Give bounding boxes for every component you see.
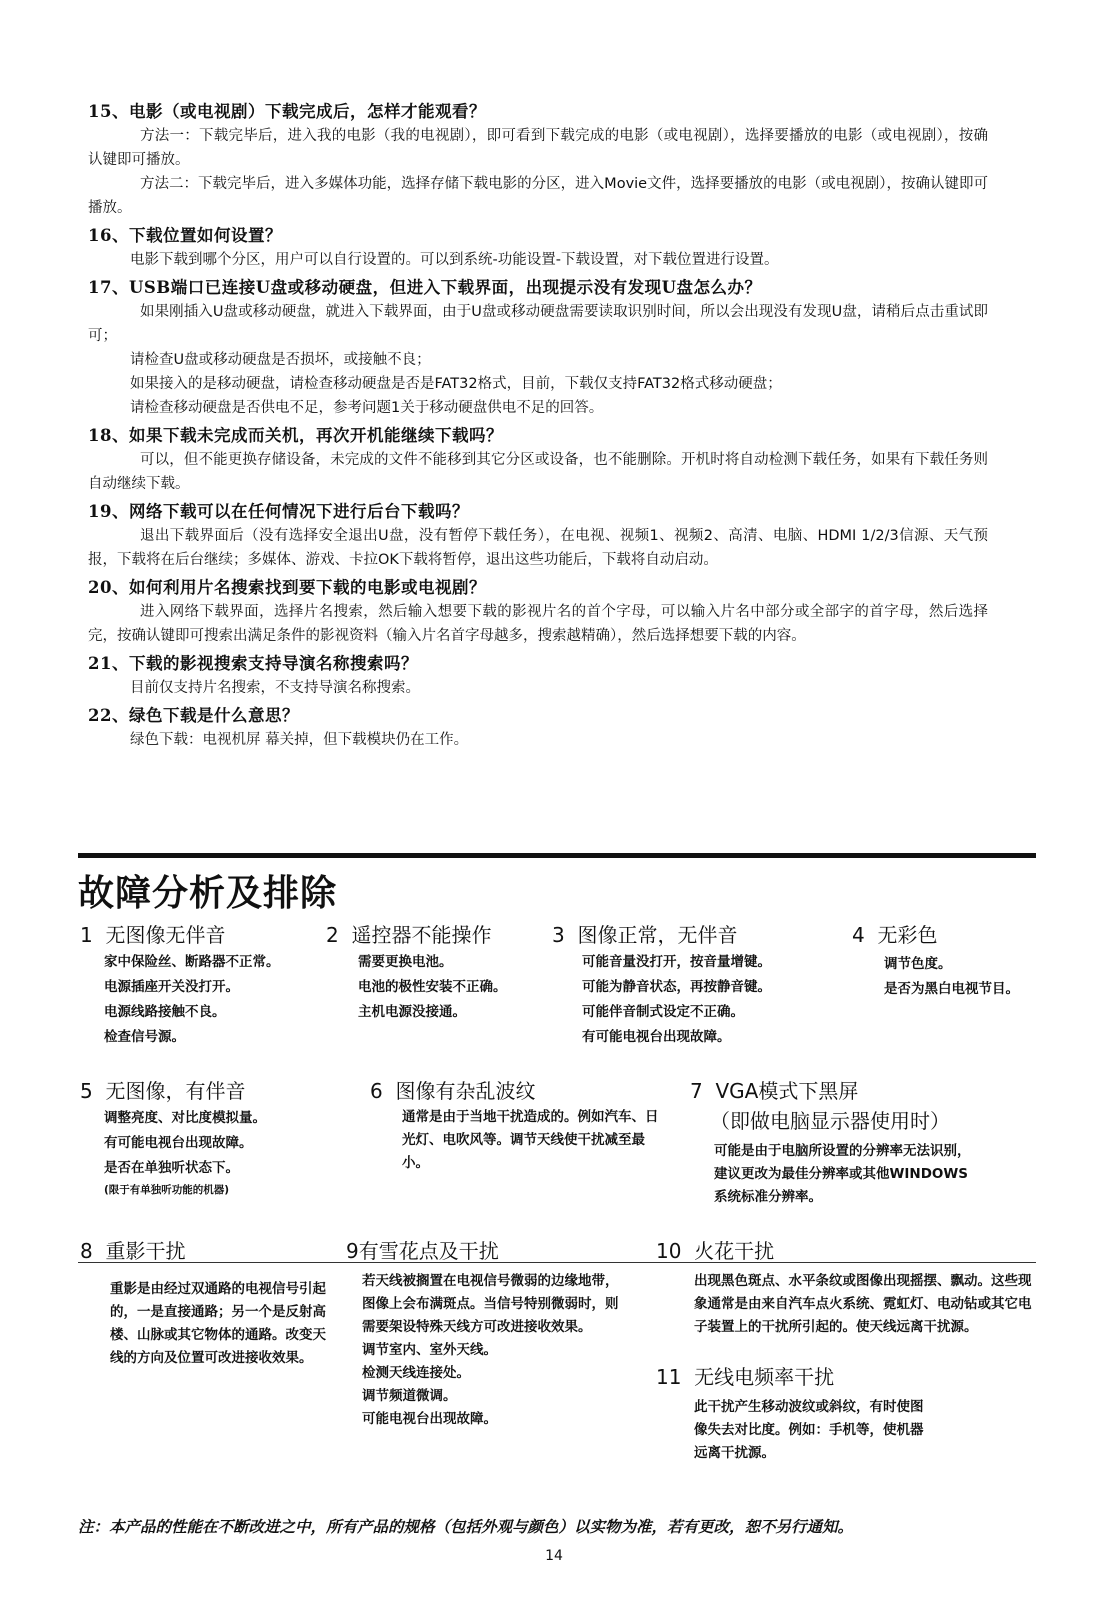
faq-question: 18、如果下载未完成而关机，再次开机能继续下载吗？ [88, 426, 503, 445]
box-title: 无图像无伴音 [105, 923, 226, 947]
faq-section [88, 100, 988, 752]
box-paragraph: 通常是由于当地干扰造成的。例如汽车、日光灯、电吹风等。调节天线使干扰减至最小。 [402, 1109, 659, 1171]
box-heading [552, 920, 812, 950]
box-line: 检测天线连接处。 [362, 1365, 470, 1381]
box-title: 遥控器不能操作 [351, 923, 492, 947]
box-line: 可能电视台出现故障。 [362, 1411, 497, 1427]
box-number: 2 [326, 923, 339, 947]
box-number: 9 [346, 1239, 359, 1263]
faq-answer: 可以，但不能更换存储设备，未完成的文件不能移到其它分区或设备，也不能删除。开机时将自动检测下载任务，如果有下载任务则自动继续下载。 [88, 452, 988, 492]
box-heading [80, 1236, 340, 1266]
box-paragraph: 可能是由于电脑所设置的分辨率无法识别，建议更改为最佳分辨率或其他WINDOWS系统标准分辨率。 [714, 1143, 971, 1205]
box-paragraph: 若天线被搁置在电视信号微弱的边缘地带，图像上会布满斑点。当信号特别微弱时，则需要架设特殊天线方可改进接收效果。 [362, 1273, 619, 1335]
faq-answer: 目前仅支持片名搜索，不支持导演名称搜索。 [130, 680, 420, 696]
box-number: 5 [80, 1079, 93, 1103]
faq-question: 20、如何利用片名搜索找到要下载的电影或电视剧？ [88, 578, 486, 597]
box-title: 图像正常，无伴音 [577, 923, 738, 947]
faq-answer: 如果刚插入U盘或移动硬盘，就进入下载界面，由于U盘或移动硬盘需要读取识别时间，所以会出现没有发现U盘，请稍后点击重试即可； [88, 304, 988, 344]
box-heading [326, 920, 546, 950]
box-number: 1 [80, 923, 93, 947]
box-title: 图像有杂乱波纹 [395, 1079, 536, 1103]
box-title: VGA模式下黑屏 [715, 1079, 859, 1103]
faq-answer: 绿色下载：电视机屏 幕关掉，但下载模块仍在工作。 [130, 732, 469, 748]
box-heading [656, 1362, 1036, 1392]
faq-question: 16、下载位置如何设置？ [88, 226, 282, 245]
trouble-box-9 [346, 1236, 636, 1431]
box-line: 有可能电视台出现故障。 [104, 1135, 253, 1151]
box-line: 电池的极性安装不正确。 [358, 979, 507, 995]
box-title: 无图像，有伴音 [105, 1079, 246, 1103]
box-title: 重影干扰 [105, 1239, 186, 1263]
faq-question: 15、电影（或电视剧）下载完成后，怎样才能观看？ [88, 102, 486, 121]
box-line: 调节室内、室外天线。 [362, 1342, 497, 1358]
box-heading [370, 1076, 660, 1106]
box-title: 有雪花点及干扰 [358, 1239, 499, 1263]
faq-answer: 如果接入的是移动硬盘，请检查移动硬盘是否是FAT32格式，目前，下载仅支持FAT32格式移动硬盘； [130, 376, 782, 392]
box-line: 主机电源没接通。 [358, 1004, 466, 1020]
trouble-box-6 [370, 1076, 660, 1175]
faq-answer: 请检查移动硬盘是否供电不足，参考问题1关于移动硬盘供电不足的回答。 [130, 400, 604, 416]
box-heading [80, 920, 310, 950]
trouble-box-8 [80, 1236, 340, 1370]
trouble-box-5 [80, 1076, 340, 1199]
trouble-box-4 [852, 920, 1032, 1002]
box-line: 需要更换电池。 [358, 954, 453, 970]
box-footnote: (限于有单独听功能的机器) [104, 1184, 230, 1196]
trouble-box-11 [656, 1362, 1036, 1465]
box-paragraph: 出现黑色斑点、水平条纹或图像出现摇摆、飘动。这些现象通常是由来自汽车点火系统、霓虹灯、电动钻或其它电子装置上的干扰所引起的。使天线远离干扰源。 [694, 1273, 1032, 1335]
box-line: 调节频道微调。 [362, 1388, 457, 1404]
box-number: 6 [370, 1079, 383, 1103]
box-title: 无线电频率干扰 [694, 1365, 835, 1389]
faq-question: 22、绿色下载是什么意思？ [88, 706, 299, 725]
trouble-box-10 [656, 1236, 1036, 1339]
box-line: 是否在单独听状态下。 [104, 1160, 239, 1176]
faq-answer: 退出下载界面后（没有选择安全退出U盘，没有暂停下载任务），在电视、视频1、视频2、高清、电脑、HDMI 1/2/3信源、天气预报，下载将在后台继续；多媒体、游戏、卡拉OK下载将暂停，退出这些功能后，下载将自动启动。 [88, 528, 988, 568]
page-number: 14 [545, 1548, 563, 1564]
box-line: 电源插座开关没打开。 [104, 979, 239, 995]
section-title: 故障分析及排除 [78, 873, 338, 914]
box-heading [690, 1076, 990, 1106]
box-heading [852, 920, 1032, 950]
box-paragraph: 此干扰产生移动波纹或斜纹，有时使图像失去对比度。例如：手机等，使机器远离干扰源。 [694, 1399, 924, 1461]
box-subtitle: （即做电脑显示器使用时） [710, 1109, 950, 1133]
faq-question: 19、网络下载可以在任何情况下进行后台下载吗？ [88, 502, 469, 521]
box-heading [80, 1076, 340, 1106]
box-number: 10 [656, 1239, 682, 1263]
faq-answer: 方法一：下载完毕后，进入我的电影（我的电视剧），即可看到下载完成的电影（或电视剧），选择要播放的电影（或电视剧），按确认键即可播放。 [88, 128, 988, 168]
box-paragraph: 重影是由经过双通路的电视信号引起的，一是直接通路；另一个是反射高楼、山脉或其它物体的通路。改变天线的方向及位置可改进接收效果。 [110, 1281, 326, 1366]
box-title: 无彩色 [877, 923, 938, 947]
box-number: 7 [690, 1079, 703, 1103]
faq-answer: 电影下载到哪个分区，用户可以自行设置的。可以到系统-功能设置-下载设置，对下载位置进行设置。 [130, 252, 779, 268]
trouble-box-3 [552, 920, 812, 1050]
box-number: 8 [80, 1239, 93, 1263]
faq-answer: 请检查U盘或移动硬盘是否损坏，或接触不良； [130, 352, 431, 368]
box-title: 火花干扰 [694, 1239, 775, 1263]
trouble-box-2 [326, 920, 546, 1025]
box-line: 是否为黑白电视节目。 [884, 981, 1019, 997]
trouble-box-1 [80, 920, 310, 1050]
box-line: 电源线路接触不良。 [104, 1004, 226, 1020]
box-line: 调节色度。 [884, 956, 952, 972]
box-number: 3 [552, 923, 565, 947]
box-line: 检查信号源。 [104, 1029, 185, 1045]
box-line: 可能伴音制式设定不正确。 [582, 1004, 744, 1020]
box-line: 可能音量没打开，按音量增键。 [582, 954, 771, 970]
trouble-box-7 [690, 1076, 990, 1209]
box-heading [346, 1236, 636, 1266]
footnote: 注：本产品的性能在不断改进之中，所有产品的规格（包括外观与颜色）以实物为准，若有更改，恕不另行通知。 [78, 1517, 854, 1536]
box-line: 调整亮度、对比度模拟量。 [104, 1110, 266, 1126]
section-rule [78, 853, 1036, 858]
box-line: 可能为静音状态，再按静音键。 [582, 979, 771, 995]
box-heading [656, 1236, 1036, 1266]
faq-answer: 方法二：下载完毕后，进入多媒体功能，选择存储下载电影的分区，进入Movie文件，选择要播放的电影（或电视剧），按确认键即可播放。 [88, 176, 988, 216]
box-number: 4 [852, 923, 865, 947]
faq-question: 17、USB端口已连接U盘或移动硬盘，但进入下载界面，出现提示没有发现U盘怎么办？ [88, 278, 762, 297]
faq-answer: 进入网络下载界面，选择片名搜索，然后输入想要下载的影视片名的首个字母，可以输入片名中部分或全部字的首字母，然后选择完，按确认键即可搜索出满足条件的影视资料（输入片名首字母越多，搜索越精确），然后选择想要下载的内容。 [88, 604, 988, 644]
faq-question: 21、下载的影视搜索支持导演名称搜索吗？ [88, 654, 418, 673]
box-line: 家中保险丝、断路器不正常。 [104, 954, 280, 970]
box-number: 11 [656, 1365, 682, 1389]
box-line: 有可能电视台出现故障。 [582, 1029, 731, 1045]
